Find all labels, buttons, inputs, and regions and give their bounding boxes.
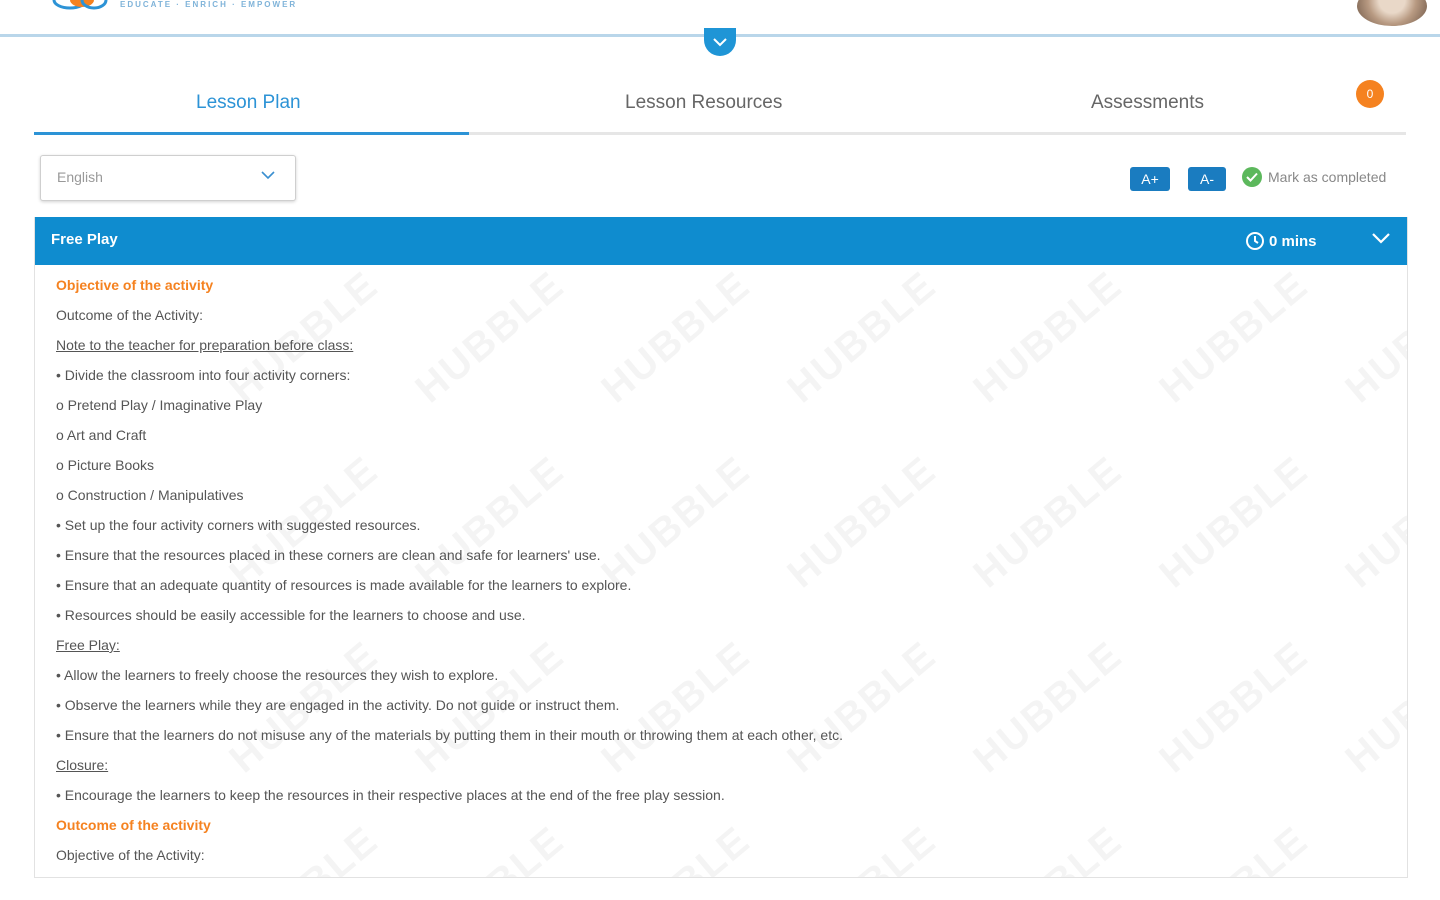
duration-value: 0 mins	[1269, 232, 1317, 250]
language-select[interactable]	[40, 155, 296, 201]
content-line: • Observe the learners while they are engaged in the activity. Do not guide or instruct them.	[56, 697, 620, 713]
activity-panel	[34, 217, 1408, 878]
tab-lesson-plan[interactable]: Lesson Plan	[196, 92, 301, 113]
content-line: • Resources should be easily accessible for the learners to choose and use.	[56, 607, 526, 623]
content-line: o Picture Books	[56, 457, 155, 473]
chevron-down-icon	[261, 170, 275, 180]
font-decrease-button[interactable]: A-	[1188, 167, 1226, 191]
mark-completed-label: Mark as completed	[1268, 169, 1387, 185]
activity-title: Free Play	[51, 231, 118, 248]
content-line: o Construction / Manipulatives	[56, 487, 244, 503]
lesson-tabs	[34, 78, 1406, 135]
content-line: o Art and Craft	[56, 427, 147, 443]
content-line: • Allow the learners to freely choose the resources they wish to explore.	[56, 667, 499, 683]
language-select-value: English	[57, 169, 103, 185]
content-line: • Set up the four activity corners with suggested resources.	[56, 517, 421, 533]
content-line: • Encourage the learners to keep the resources in their respective places at the end of the free play session.	[56, 787, 725, 803]
content-line: • Ensure that an adequate quantity of resources is made available for the learners to explore.	[56, 577, 632, 593]
content-line: Note to the teacher for preparation before class:	[56, 337, 354, 353]
chevron-down-icon	[712, 37, 728, 47]
tab-lesson-resources[interactable]: Lesson Resources	[625, 92, 783, 113]
content-line: • Divide the classroom into four activity corners:	[56, 367, 351, 383]
mark-completed-button[interactable]	[1242, 166, 1386, 188]
brand-tagline: EDUCATE · ENRICH · EMPOWER	[120, 0, 298, 9]
content-line: o Pretend Play / Imaginative Play	[56, 397, 263, 413]
user-avatar[interactable]	[1357, 0, 1427, 26]
tab-assessments[interactable]: Assessments	[1091, 92, 1204, 113]
section-heading: Objective of the activity	[56, 277, 214, 293]
content-line: • Ensure that the learners do not misuse any of the materials by putting them in their mouth or throwing them at each other, etc.	[56, 727, 843, 743]
section-heading: Outcome of the activity	[56, 817, 211, 833]
check-circle-icon	[1242, 167, 1262, 187]
content-line: Free Play:	[56, 637, 120, 653]
activity-duration	[1245, 231, 1317, 251]
activity-panel-header[interactable]	[35, 217, 1407, 265]
font-increase-button[interactable]: A+	[1130, 167, 1170, 191]
clock-icon	[1245, 231, 1265, 251]
content-line: Objective of the Activity:	[56, 847, 205, 863]
chevron-down-icon[interactable]	[1371, 231, 1391, 245]
assessments-count-badge: 0	[1356, 80, 1384, 108]
content-line: Outcome of the Activity:	[56, 307, 204, 323]
content-line: • Ensure that the resources placed in these corners are clean and safe for learners' use.	[56, 547, 601, 563]
activity-content	[56, 273, 1376, 873]
active-tab-indicator	[34, 132, 469, 135]
collapse-header-button[interactable]	[704, 28, 736, 56]
content-line: Closure:	[56, 757, 109, 773]
brand-logo	[52, 0, 110, 12]
